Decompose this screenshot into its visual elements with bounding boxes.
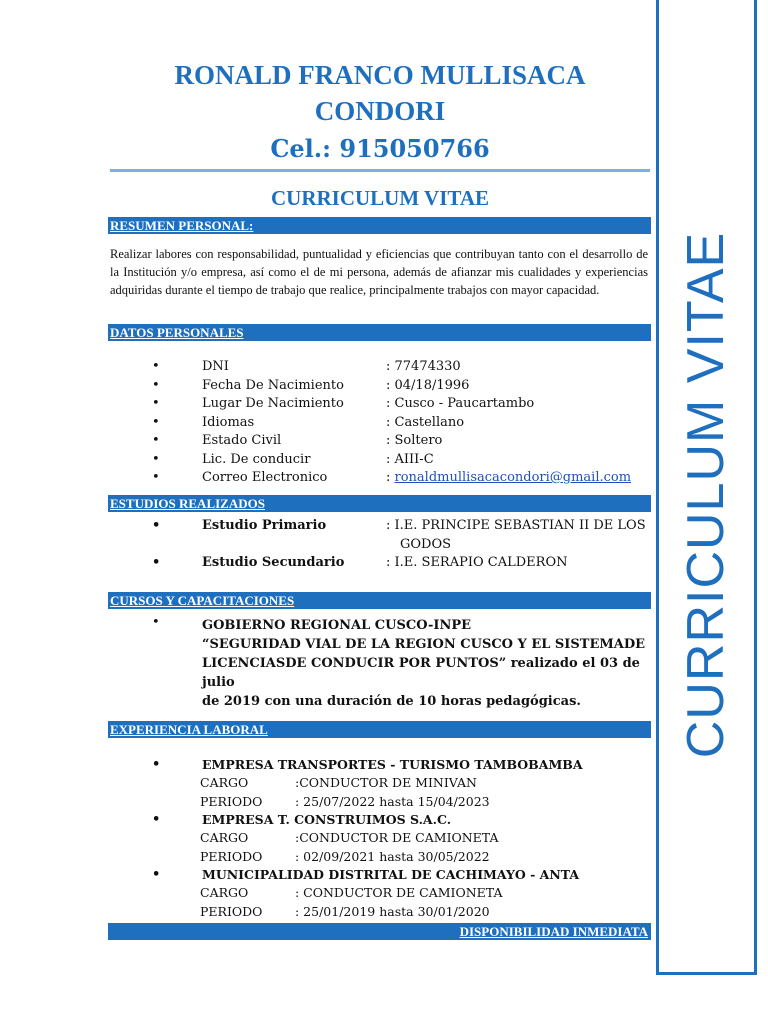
name-line-2: CONDORI [314,96,446,126]
section-heading-resumen: RESUMEN PERSONAL: [108,217,651,234]
email-link[interactable]: ronaldmullisacacondori@gmail.com [394,470,632,485]
section-heading-experiencia: EXPERIENCIA LABORAL [108,721,651,738]
side-title: CURRICULUM VITAE [677,231,735,759]
header-divider [110,169,650,172]
job-cargo: CARGO :CONDUCTOR DE MINIVAN [200,775,477,790]
name-line-1: RONALD FRANCO MULLISACA [174,60,586,90]
list-item: • EMPRESA TRANSPORTES - TURISMO TAMBOBAMBA [152,757,583,772]
resumen-text: Realizar labores con responsabilidad, puntualidad y eficiencias que contribuyan tanto con el desarrollo de la Institución y/o empresa, así como el de mi persona, además de afianzar mis cualidades y experiencias adquiridas durante el tiempo de trabajo que realice, principalmente trabajos con mayor capacidad. [110,247,648,297]
section-heading-cursos: CURSOS Y CAPACITACIONES [108,592,651,609]
list-item-continuation: GODOS [400,537,452,552]
document-title: CURRICULUM VITAE [271,186,489,210]
list-item: • Estudio Primario : I.E. PRINCIPE SEBASTIAN II DE LOS [152,518,646,533]
availability-bar: DISPONIBILIDAD INMEDIATA [108,923,651,940]
section-heading-estudios: ESTUDIOS REALIZADOS [108,495,651,512]
job-periodo: PERIODO : 25/07/2022 hasta 15/04/2023 [200,794,490,809]
job-periodo: PERIODO : 25/01/2019 hasta 30/01/2020 [200,904,490,919]
list-item: • DNI : 77474330 [152,359,461,374]
list-item: • Estado Civil : Soltero [152,433,443,448]
job-cargo: CARGO : CONDUCTOR DE CAMIONETA [200,885,503,900]
list-item: • MUNICIPALIDAD DISTRITAL DE CACHIMAYO - ANTA [152,867,580,882]
list-item: • Correo Electronico : ronaldmullisacacondori@gmail.com [152,470,632,485]
list-item: • Lic. De conducir : AIII-C [152,452,434,467]
list-item: • Fecha De Nacimiento : 04/18/1996 [152,378,470,393]
phone-number: Cel.: 915050766 [270,134,490,163]
list-item: • Idiomas : Castellano [152,415,465,430]
job-periodo: PERIODO : 02/09/2021 hasta 30/05/2022 [200,849,490,864]
list-item: • Lugar De Nacimiento : Cusco - Paucartambo [152,396,535,411]
job-cargo: CARGO :CONDUCTOR DE CAMIONETA [200,830,499,845]
section-heading-datos: DATOS PERSONALES [108,324,651,341]
course-entry: GOBIERNO REGIONAL CUSCO-INPE “SEGURIDAD VIAL DE LA REGION CUSCO Y EL SISTEMADE LICENCIASDE CONDUCIR POR PUNTOS” realizado el 03 de julio de 2019 con una duración de 10 horas pedagógicas. [202,618,646,709]
course-bullet: • [152,615,160,630]
list-item: • Estudio Secundario : I.E. SERAPIO CALDERON [152,555,568,570]
list-item: • EMPRESA T. CONSTRUIMOS S.A.C. [152,812,452,827]
